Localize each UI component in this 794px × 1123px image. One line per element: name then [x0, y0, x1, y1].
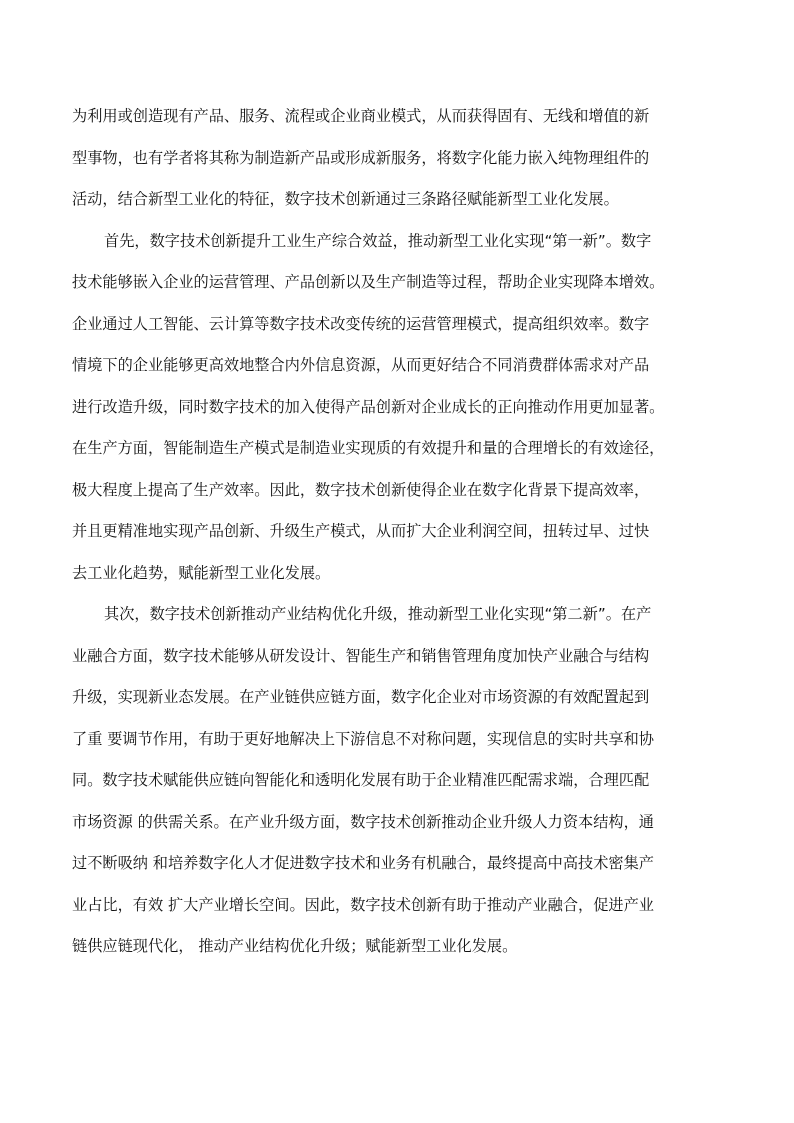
text-line: 技术能够嵌入企业的运营管理、产品创新以及生产制造等过程，帮助企业实现降本增效。 [72, 273, 665, 291]
paragraph-first-line: 首先，数字技术创新提升工业生产综合效益，推动新型工业化实现“第一新”。数字 [104, 231, 652, 250]
text-line: 市场资源 的供需关系。在产业升级方面，数字技术创新推动企业升级人力资本结构，通 [72, 812, 654, 831]
text-line: 了重 要调节作用，有助于更好地解决上下游信息不对称问题，实现信息的实时共享和协 [72, 729, 654, 748]
text-line: 并且更精准地实现产品创新、升级生产模式，从而扩大企业利润空间，扭转过早、过快 [72, 522, 650, 540]
text-line: 业融合方面，数字技术能够从研发设计、智能生产和销售管理角度加快产业融合与结构 [72, 646, 650, 665]
text-line: 情境下的企业能够更高效地整合内外信息资源，从而更好结合不同消费群体需求对产品 [72, 356, 650, 374]
text-line: 活动，结合新型工业化的特征，数字技术创新通过三条路径赋能新型工业化发展。 [72, 190, 619, 208]
text-line: 为利用或创造现有产品、服务、流程或企业商业模式，从而获得固有、无线和增值的新 [72, 107, 650, 125]
text-line: 企业通过人工智能、云计算等数字技术改变传统的运营管理模式，提高组织效率。数字 [72, 314, 650, 333]
text-line: 过不断吸纳 和培养数字化人才促进数字技术和业务有机融合，最终提高中高技术密集产 [72, 854, 654, 872]
text-line: 链供应链现代化， 推动产业结构优化升级；赋能新型工业化发展。 [72, 937, 518, 955]
paragraph-first-line: 其次，数字技术创新推动产业结构优化升级，推动新型工业化实现“第二新”。在产 [104, 605, 652, 623]
text-line: 型事物，也有学者将其称为制造新产品或形成新服务，将数字化能力嵌入纯物理组件的 [72, 148, 650, 167]
text-line: 进行改造升级，同时数字技术的加入使得产品创新对企业成长的正向推动作用更加显著。 [72, 397, 665, 416]
text-line: 升级，实现新业态发展。在产业链供应链方面，数字化企业对市场资源的有效配置起到 [72, 688, 650, 706]
text-line: 在生产方面，智能制造生产模式是制造业实现质的有效提升和量的合理增长的有效途径， [72, 439, 665, 457]
text-line: 同。数字技术赋能供应链向智能化和透明化发展有助于企业精准匹配需求端，合理匹配 [72, 771, 650, 789]
document-body [72, 96, 732, 968]
text-line: 极大程度上提高了生产效率。因此，数字技术创新使得企业在数字化背景下提高效率， [72, 480, 650, 499]
text-line: 业占比，有效 扩大产业增长空间。因此，数字技术创新有助于推动产业融合，促进产业 [72, 895, 654, 914]
text-line: 去工业化趋势，赋能新型工业化发展。 [72, 563, 331, 582]
